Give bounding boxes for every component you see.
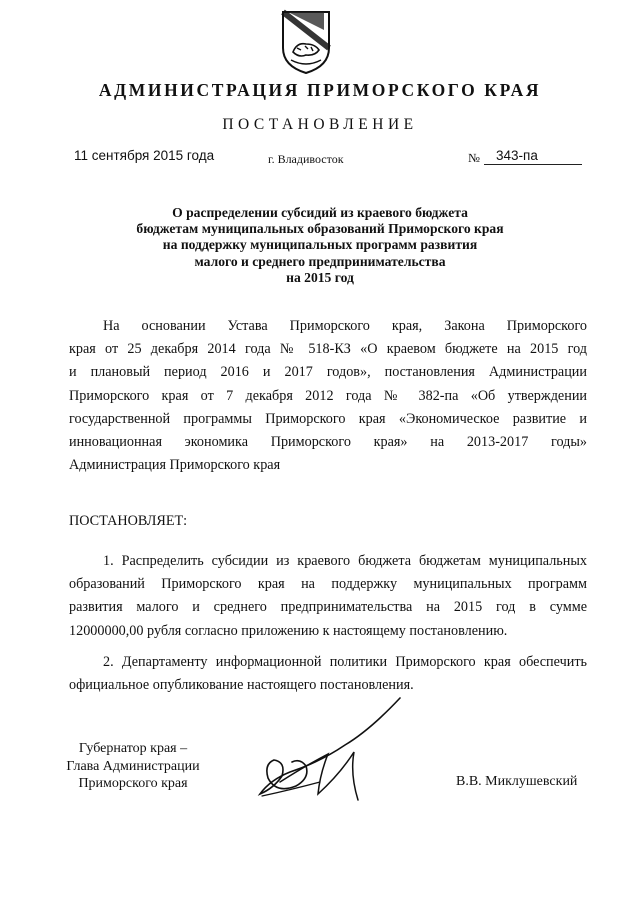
item-line: 12000000,00 рубля согласно приложению к настоящему постановлению. (69, 622, 508, 639)
document-number: 343-па (484, 148, 582, 165)
preamble-line: Администрация Приморского края (69, 457, 281, 474)
emblem-icon (279, 8, 333, 76)
document-place: г. Владивосток (268, 152, 344, 166)
decree-word: ПОСТАНОВЛЯЕТ: (69, 513, 188, 529)
preamble-line: инновационная экономика Приморского края» на 2013-2017 годы» (69, 434, 587, 451)
document-date: 11 сентября 2015 года (74, 148, 215, 163)
preamble-line: На основании Устава Приморского края, Закона Приморского (103, 318, 587, 334)
position-line: Глава Администрации (66, 758, 200, 774)
preamble-line: края от 25 декабря 2014 года № 518-КЗ «О краевом бюджете на 2015 год (69, 341, 587, 358)
document-type: ПОСТАНОВЛЕНИЕ (222, 116, 418, 133)
subject-line: О распределении субсидий из краевого бюджета (172, 205, 468, 220)
signature-icon (250, 690, 450, 810)
preamble-paragraph (69, 315, 587, 477)
item-line: 2. Департаменту информационной политики Приморского края обеспечить (103, 654, 587, 670)
document-subject (60, 205, 580, 286)
item-line: официальное опубликование настоящего постановления. (69, 677, 414, 694)
item-line: развития малого и среднего предпринимательства на 2015 год в сумме (69, 599, 587, 616)
position-line: Приморского края (78, 776, 188, 791)
preamble-line: и плановый период 2016 и 2017 годов», постановления Администрации (69, 364, 587, 381)
signatory-name: В.В. Миклушевский (456, 774, 578, 789)
subject-line: на поддержку муниципальных программ развития (162, 237, 478, 253)
preamble-line: Приморского края от 7 декабря 2012 года № 382-па «Об утверждении (69, 387, 587, 404)
item-line: образований Приморского края на поддержку муниципальных программ (69, 576, 587, 593)
position-line: Губернатор края – (78, 741, 188, 756)
subject-line: на 2015 год (286, 269, 354, 285)
preamble-line: государственной программы Приморского края «Экономическое развитие и (69, 410, 587, 427)
decree-item-1 (69, 550, 587, 643)
subject-line: малого и среднего предпринимательства (194, 253, 446, 269)
signatory-position (52, 740, 214, 793)
item-line: 1. Распределить субсидии из краевого бюджета бюджетам муниципальных (103, 553, 587, 569)
document-number-label: № (468, 151, 480, 165)
organization-title: АДМИНИСТРАЦИЯ ПРИМОРСКОГО КРАЯ (98, 80, 542, 100)
subject-line: бюджетам муниципальных образований Приморского края (136, 221, 504, 237)
